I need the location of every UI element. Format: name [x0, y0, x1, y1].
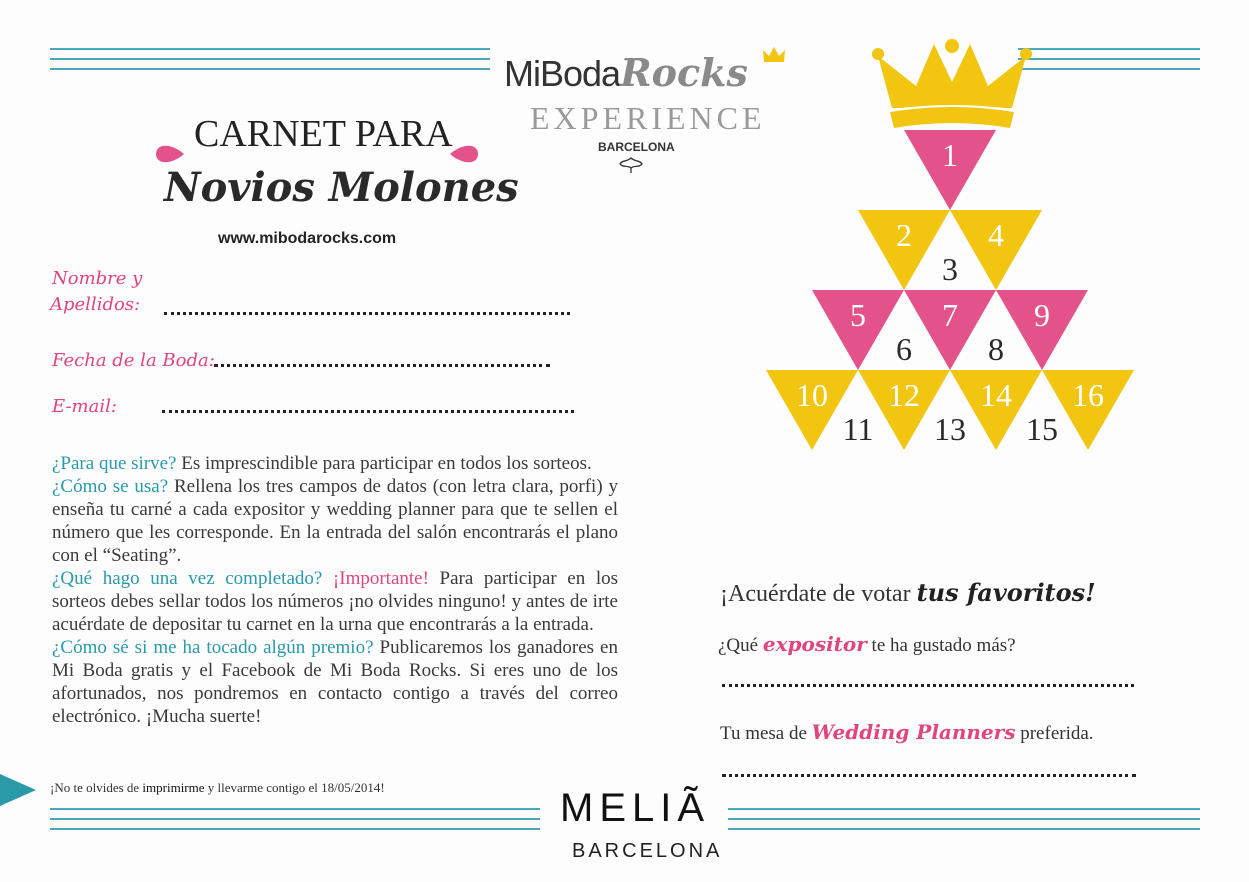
stamp-number-10: 10 [796, 377, 828, 413]
vote-q2-a: Tu mesa de [720, 723, 812, 744]
answer-4: Publicaremos los ganadores en Mi Boda gratis y el Facebook de Mi Boda Rocks. Si eres uno de los afortunados, nos pondremos en contacto contigo a través del correo electrónico. ¡Mucha suerte! [52, 637, 618, 727]
info-text [52, 452, 618, 728]
stamp-number-1: 1 [942, 137, 958, 173]
stamp-number-15: 15 [1026, 411, 1058, 447]
stamp-number-5: 5 [850, 297, 866, 333]
answer-3: Para participar en los sorteos debes sellar todos los números ¡no olvides ninguno! y antes de irte acuérdate de depositar tu carnet en la urna que encontrarás a la entrada. [52, 568, 619, 635]
small-crown-icon [762, 46, 786, 64]
logo-brand-b: Rocks [620, 50, 748, 95]
name-field[interactable] [164, 312, 570, 315]
stamp-number-11: 11 [842, 411, 874, 447]
vote-heading-b: tus favoritos! [916, 578, 1096, 607]
title-line-1: CARNET PARA [194, 113, 453, 155]
vote-q1-b: expositor [762, 632, 867, 656]
logo-brand-a: MiBoda [504, 53, 621, 94]
reminder-part-1: ¡No te olvides de [50, 780, 143, 795]
stamp-number-6: 6 [896, 331, 912, 367]
question-1: ¿Para que sirve? [52, 453, 177, 474]
website-url[interactable]: www.mibodarocks.com [218, 230, 397, 247]
date-field[interactable] [214, 364, 550, 367]
sponsor-city: BARCELONA [572, 840, 723, 862]
important-label: ¡Importante! [322, 568, 429, 589]
stamp-number-7: 7 [942, 297, 958, 333]
name-label-line1: Nombre y [52, 268, 143, 289]
logo-city: BARCELONA [598, 140, 675, 154]
vote-q2-b: Wedding Planners [811, 720, 1016, 744]
top-left-stripes [50, 48, 490, 70]
stamp-number-16: 16 [1072, 377, 1104, 413]
sponsor-logo: MELIÃ [560, 786, 711, 830]
vote-heading [720, 578, 1096, 608]
stamp-number-3: 3 [942, 251, 958, 287]
bottom-left-stripes [50, 808, 540, 830]
info-paragraph-3 [52, 567, 618, 636]
top-right-stripes [1018, 48, 1200, 70]
question-4: ¿Cómo sé si me ha tocado algún premio? [52, 637, 374, 658]
vote-heading-a: ¡Acuérdate de votar [720, 581, 917, 607]
question-3: ¿Qué hago una vez completado? [52, 568, 323, 589]
stamp-number-13: 13 [934, 411, 966, 447]
vote-question-1 [718, 632, 1016, 657]
answer-1: Es imprescindible para participar en todos los sorteos. [176, 453, 592, 474]
info-paragraph-2 [52, 475, 618, 567]
arrow-right-icon [0, 770, 40, 810]
planner-vote-field[interactable] [722, 774, 1136, 777]
stamp-number-8: 8 [988, 331, 1004, 367]
ornament-icon [618, 156, 644, 174]
stamp-number-2: 2 [896, 217, 912, 253]
stamp-number-4: 4 [988, 217, 1004, 253]
info-paragraph-1 [52, 452, 618, 475]
vote-q2-c: preferida. [1015, 723, 1094, 744]
bottom-right-stripes [728, 808, 1200, 830]
exhibitor-vote-field[interactable] [722, 684, 1134, 687]
crown-icon [872, 38, 1032, 134]
reminder-emphasis: imprimirme [142, 780, 205, 795]
vote-question-2 [720, 720, 1094, 745]
date-label: Fecha de la Boda: [52, 350, 215, 371]
email-field[interactable] [162, 410, 574, 413]
vote-q1-c: te ha gustado más? [866, 635, 1016, 656]
logo-experience: EXPERIENCE [530, 100, 766, 136]
stamp-number-9: 9 [1034, 297, 1050, 333]
vote-q1-a: ¿Qué [718, 635, 763, 656]
answer-2: Rellena los tres campos de datos (con letra clara, porfi) y enseña tu carné a cada expositor y wedding planner para que te sellen el número que les corresponde. En la entrada del salón encontrarás el plano con el “Seating”. [52, 476, 618, 566]
name-label-line2: Apellidos: [50, 294, 141, 315]
info-paragraph-4 [52, 636, 618, 728]
email-label: E-mail: [52, 396, 117, 417]
stamp-number-14: 14 [980, 377, 1012, 413]
question-2: ¿Cómo se usa? [52, 476, 169, 497]
reminder-note [50, 780, 385, 796]
title-line-2: Novios Molones [164, 164, 519, 211]
reminder-part-2: y llevarme contigo el 18/05/2014! [204, 780, 385, 795]
stamp-pyramid [700, 126, 1200, 536]
stamp-number-12: 12 [888, 377, 920, 413]
